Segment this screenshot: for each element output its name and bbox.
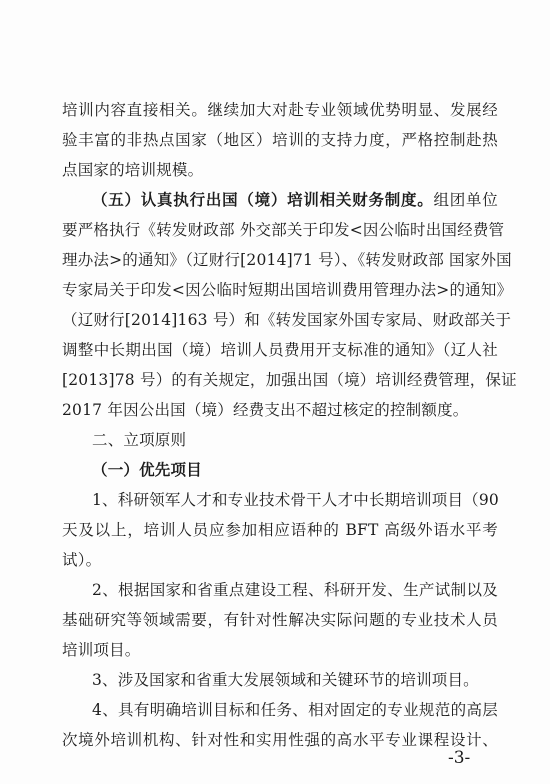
paragraph-line: 验丰富的非热点国家（地区）培训的支持力度，严格控制赴热 [62, 131, 498, 149]
list-item-line: 培训项目。 [62, 641, 141, 659]
paragraph-line: （辽财行[2014]163 号）和《转发国家外国专家局、财政部关于 [62, 311, 512, 329]
paragraph-line: 要严格执行《转发财政部 外交部关于印发<因公临时出国经费管 [62, 221, 505, 239]
list-item-line: 试）。 [62, 551, 102, 569]
section-five-line [92, 190, 498, 210]
list-item-line: 1、科研领军人才和专业技术骨干人才中长期培训项目（90 [92, 491, 499, 509]
paragraph-line: 理办法>的通知》（辽财行[2014]71 号）、《转发财政部 国家外国 [62, 251, 512, 269]
list-item-line: 天及以上，培训人员应参加相应语种的 BFT 高级外语水平考 [62, 521, 498, 539]
paragraph-line: 调整中长期出国（境）培训人员费用开支标准的通知》（辽人社 [62, 341, 498, 359]
paragraph-text: 组团单位 [433, 191, 499, 209]
section-five-heading: （五）认真执行出国（境）培训相关财务制度。 [92, 190, 434, 209]
paragraph-line: 点国家的培训规模。 [62, 161, 204, 179]
list-item-line: 次境外培训机构、针对性和实用性强的高水平专业课程设计、 [62, 731, 498, 749]
page-number: -3- [448, 748, 471, 768]
paragraph-line: 2017 年因公出国（境）经费支出不超过核定的控制额度。 [62, 401, 469, 419]
list-item-line: 3、涉及国家和省重大发展领域和关键环节的培训项目。 [92, 671, 479, 689]
paragraph-line: 专家局关于印发<因公临时短期出国培训费用管理办法>的通知》 [62, 281, 513, 299]
list-item-line: 2、根据国家和省重点建设工程、科研开发、生产试制以及 [92, 581, 498, 599]
paragraph-line: [2013]78 号）的有关规定，加强出国（境）培训经费管理，保证 [62, 371, 517, 389]
subsection-heading: （一）优先项目 [92, 460, 202, 479]
list-item-line: 4、具有明确培训目标和任务、相对固定的专业规范的高层 [92, 701, 498, 719]
section-heading: 二、立项原则 [92, 431, 187, 449]
list-item-line: 基础研究等领域需要，有针对性解决实际问题的专业技术人员 [62, 611, 498, 629]
paragraph-line: 培训内容直接相关。继续加大对赴专业领域优势明显、发展经 [62, 101, 498, 119]
